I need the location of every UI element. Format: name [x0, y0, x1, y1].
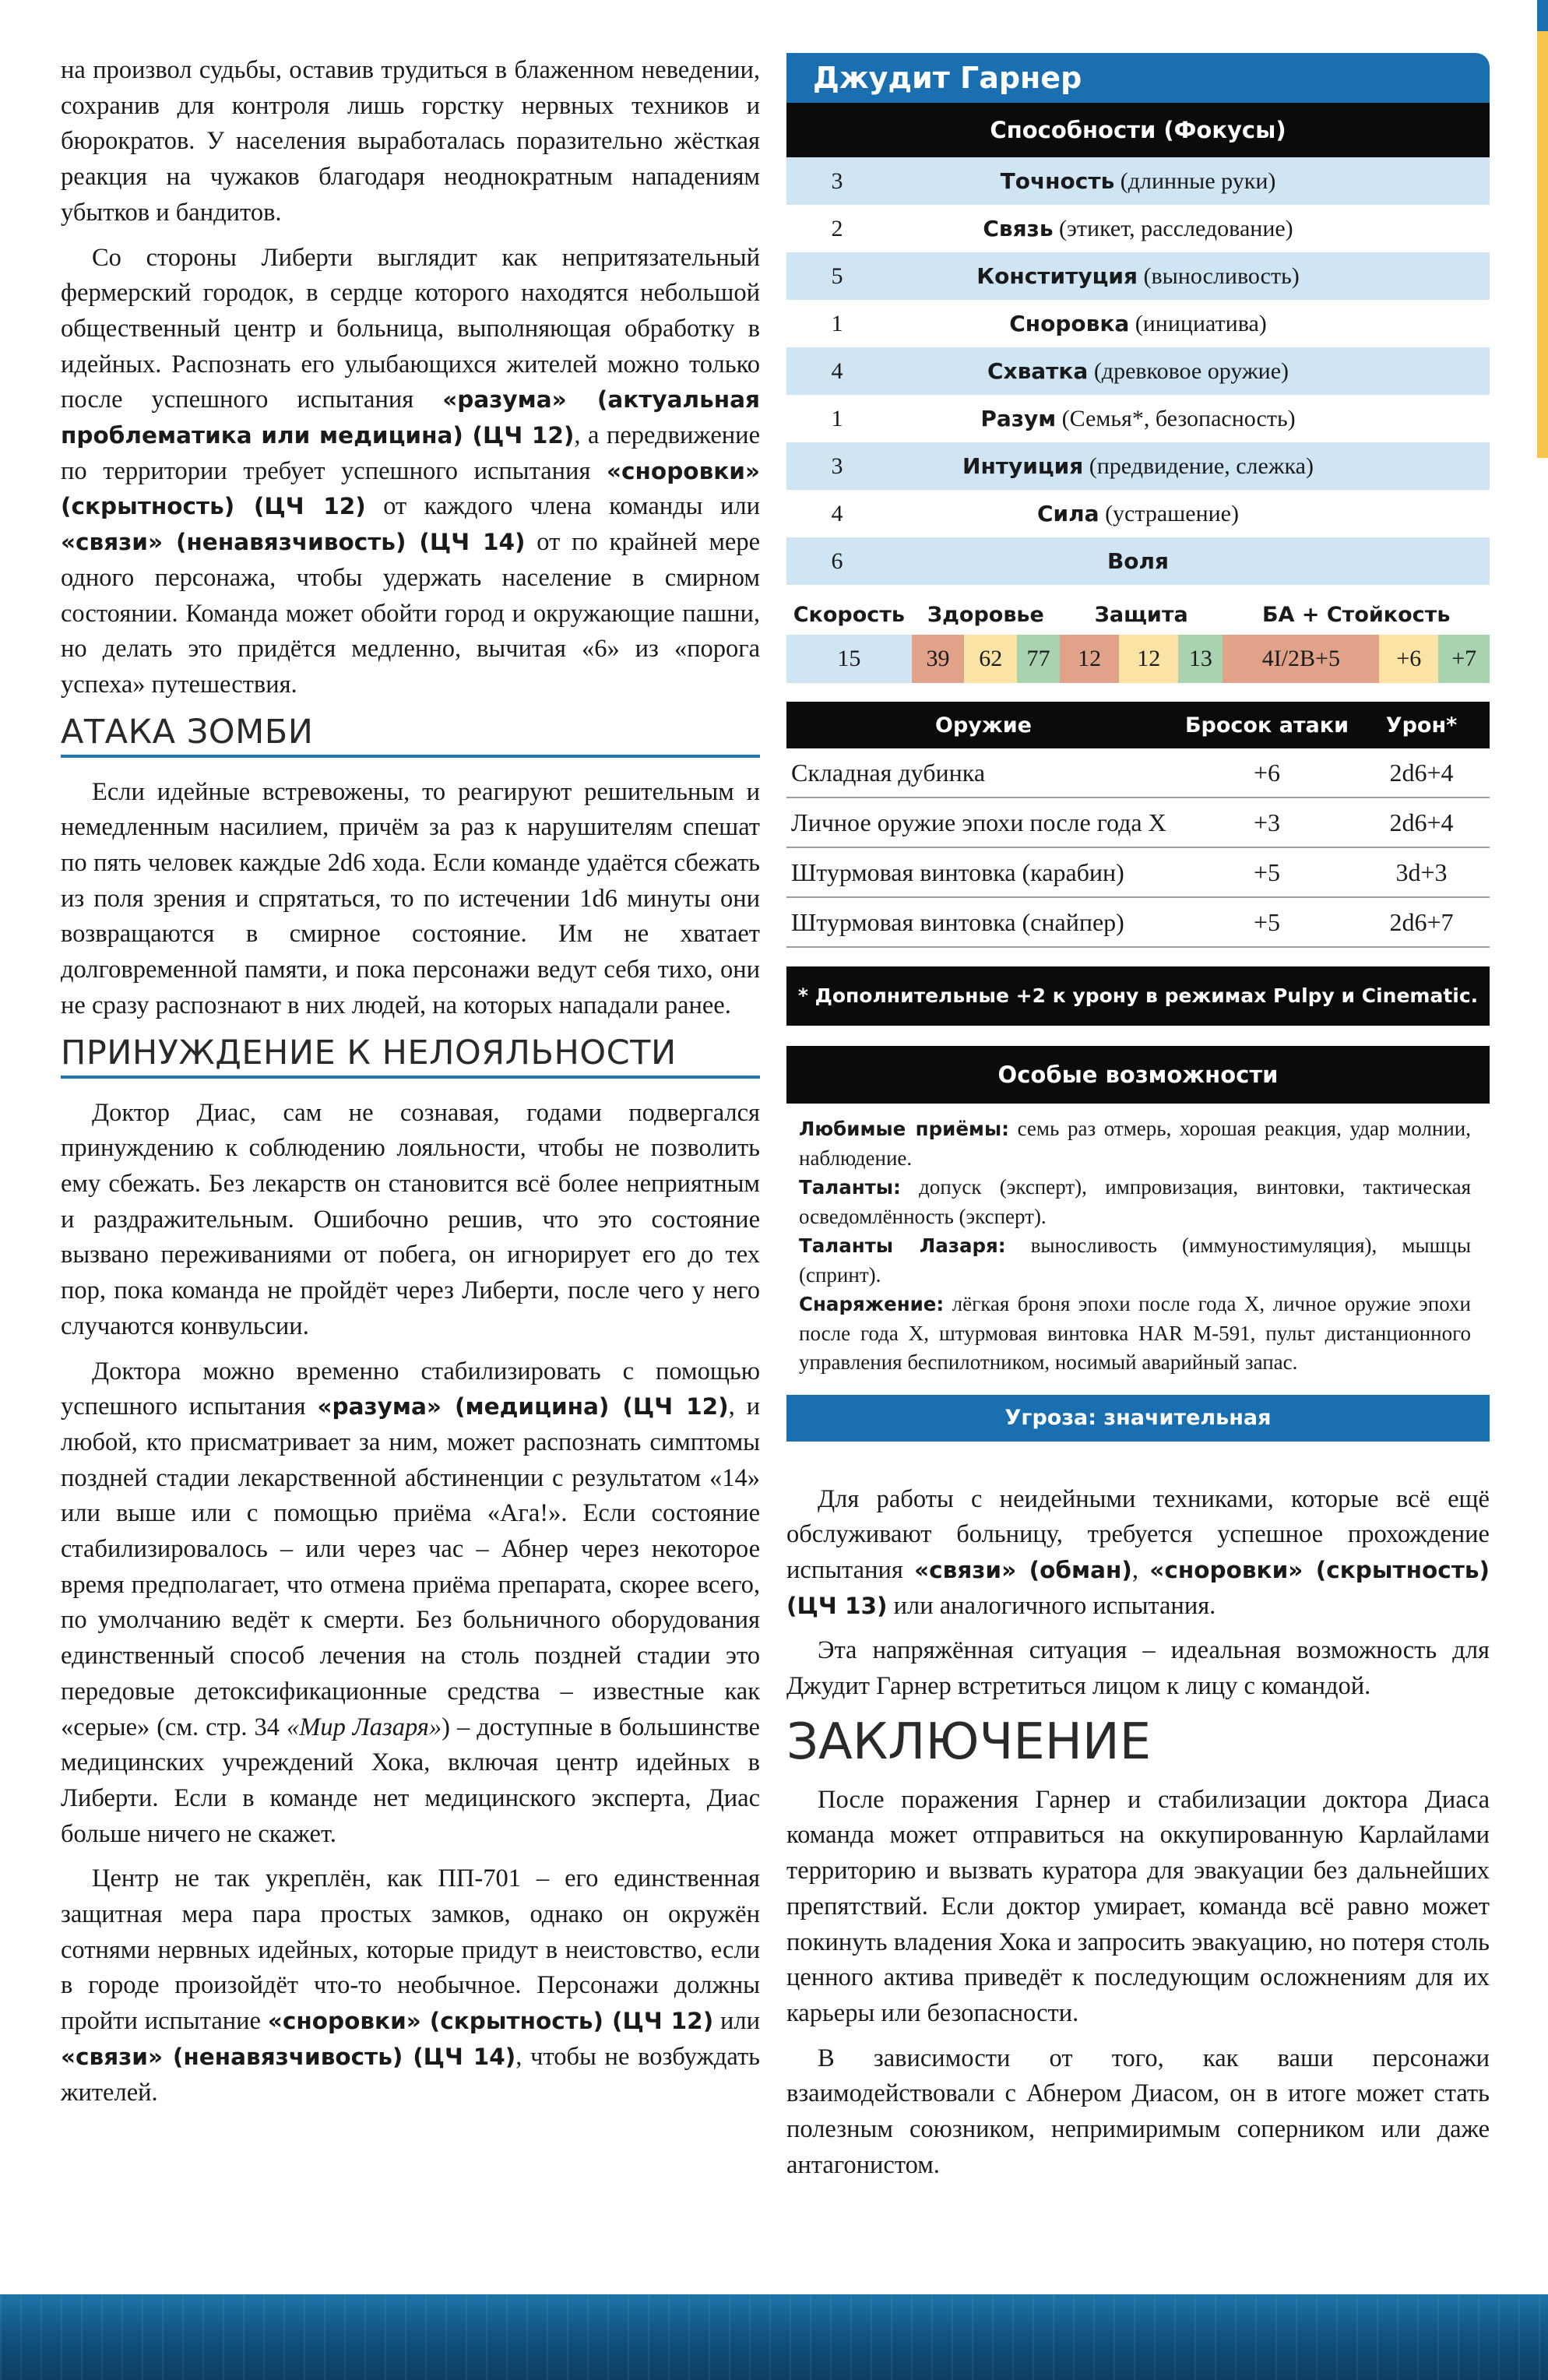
- ability-row: [786, 347, 1490, 395]
- paragraph: Если идейные встревожены, то реагируют решительным и немедленным насилием, причём за раз к нарушителям спешат по пять человек каждые 2d6 хода. Если команде удаётся сбежать из поля зрения и спрятаться, то по истечении 1d6 минуты они возвращаются в смирное состояние. Им не хватает долговременной памяти, и пока персонажи ведут себя тихо, они не сразу распознают в них людей, на которых нападали ранее.: [61, 777, 760, 1019]
- weapon-attack: +6: [1180, 748, 1353, 797]
- ability-name: Точность: [1000, 167, 1115, 194]
- paragraph: Доктора можно временно стабилизировать с помощью успешного испытания «разума» (медицина) (ЦЧ 12), и любой, кто присматривает за ним, может распознать симптомы поздней стадии лекарственной абстиненции с результатом «14» или выше или с помощью приёма «Ага!». Если состояние стабилизировалось – или через час – Абнер через некоторое время предполагает, что отмена приёма препарата, скорее всего, по умолчанию ведёт к смерти. Без больничного оборудования единственный способ лечения на столь поздней стадии это передовые детоксификационные средства – известные как «серые» (см. стр. 34 «Мир Лазаря») – доступные в большинстве медицинских учреждений Хока, включая центр идейных в Либерти. Если в команде нет медицинского эксперта, Диас больше ничего не скажет.: [61, 1357, 760, 1848]
- ability-row: [786, 490, 1490, 537]
- defense-value: 13: [1178, 635, 1223, 683]
- defense-header: Защита: [1060, 594, 1223, 635]
- edge-tab-yellow: [1537, 31, 1548, 458]
- page-footer-band: [0, 2294, 1548, 2380]
- ability-value: 1: [786, 395, 888, 442]
- weapon-damage: 2d6+4: [1353, 797, 1490, 847]
- special-abilities: [786, 1104, 1490, 1390]
- paragraph: Центр не так укреплён, как ПП-701 – его единственная защитная мера пара простых замков, однако он окружён сотнями нервных идейных, которые придут в неистовство, если в городе произойдёт что-то необычное. Персонажи должны пройти испытание «сноровки» (скрытность) (ЦЧ 12) или «связи» (ненавязчивость) (ЦЧ 14), чтобы не возбуждать жителей.: [61, 1864, 760, 2107]
- weapon-name: Личное оружие эпохи после года Х: [786, 797, 1180, 847]
- stats-table: [786, 594, 1490, 683]
- ability-focus: (Семья*, безопасность): [1056, 405, 1296, 431]
- ability-name: Разум: [980, 405, 1057, 431]
- weapon-row: [786, 847, 1490, 897]
- right-column: [786, 53, 1490, 2192]
- ability-row: [786, 205, 1490, 252]
- special-text: допуск (эксперт), импровизация, винтовки, тактическая осведомлённость (эксперт).: [799, 1175, 1471, 1228]
- edge-tab-blue: [1537, 0, 1548, 31]
- footer-pattern: [0, 2294, 1548, 2380]
- defense-value: 12: [1119, 635, 1178, 683]
- ability-name-cell: [888, 300, 1490, 347]
- special-entry: [799, 1173, 1471, 1231]
- ability-focus: (инициатива): [1129, 310, 1267, 336]
- ability-row: [786, 157, 1490, 205]
- speed-value: 15: [786, 635, 912, 683]
- weapon-row: [786, 897, 1490, 947]
- weapon-attack: +3: [1180, 797, 1353, 847]
- attack-col-header: Бросок атаки: [1180, 702, 1353, 748]
- paragraph: Доктор Диас, сам не сознавая, годами подвергался принуждению к соблюдению лояльности, чтобы не позволить ему сбежать. Без лекарств он становится всё более неприятным и раздражительным. Ошибочно решив, что это состояние вызвано переживаниями от побега, он игнорирует его до тех пор, пока команда не пройдёт через Либерти, после чего у него случаются конвульсии.: [61, 1098, 760, 1340]
- special-entry: [799, 1290, 1471, 1378]
- ba-value: 4I/2B+5: [1223, 635, 1379, 683]
- section-heading-zombie: АТАКА ЗОМБИ: [61, 713, 760, 758]
- ability-focus: (древковое оружие): [1088, 357, 1289, 384]
- weapon-damage: 3d+3: [1353, 847, 1490, 897]
- ability-value: 4: [786, 490, 888, 537]
- weapon-attack: +5: [1180, 847, 1353, 897]
- speed-header: Скорость: [786, 594, 912, 635]
- ability-name-cell: [888, 157, 1490, 205]
- health-value: 77: [1017, 635, 1060, 683]
- ability-focus: (этикет, расследование): [1053, 215, 1293, 241]
- ability-name: Сила: [1036, 500, 1099, 526]
- ability-focus: (устрашение): [1099, 500, 1239, 526]
- special-text: лёгкая броня эпохи после года Х, личное оружие эпохи после года Х, штурмовая винтовка HAR M-591, пульт дистанционного управления беспилотником, носимый аварийный запас.: [799, 1292, 1471, 1374]
- ability-focus: (длинные руки): [1114, 167, 1276, 194]
- special-entry: [799, 1231, 1471, 1290]
- special-label: Таланты Лазаря:: [799, 1234, 1006, 1257]
- paragraph: После поражения Гарнер и стабилизации доктора Диаса команда может отправиться на оккупированную Карлайлами территорию и вызвать куратора для эвакуации без дальнейших препятствий. Если доктор умирает, команда всё равно может покинуть владения Хока и запросить эвакуацию, но потеря столь ценного актива приведёт к последующим осложнениям для их карьеры или безопасности.: [786, 1785, 1490, 2027]
- ability-value: 3: [786, 157, 888, 205]
- weapon-name: Штурмовая винтовка (карабин): [786, 847, 1180, 897]
- ability-value: 3: [786, 442, 888, 490]
- ability-name: Схватка: [987, 357, 1089, 384]
- threat-level: Угроза: значительная: [786, 1395, 1490, 1442]
- health-value: 62: [964, 635, 1017, 683]
- ability-value: 1: [786, 300, 888, 347]
- toughness-value: +6: [1379, 635, 1438, 683]
- stats-block: [786, 594, 1490, 683]
- weapon-row: [786, 748, 1490, 797]
- damage-col-header: Урон*: [1353, 702, 1490, 748]
- defense-value: 12: [1060, 635, 1119, 683]
- ability-row: [786, 300, 1490, 347]
- ability-value: 5: [786, 252, 888, 300]
- abilities-header: Способности (Фокусы): [786, 103, 1490, 157]
- ability-row: [786, 252, 1490, 300]
- weapon-row: [786, 797, 1490, 847]
- abilities-table: [786, 157, 1490, 585]
- section-heading-coercion: ПРИНУЖДЕНИЕ К НЕЛОЯЛЬНОСТИ: [61, 1033, 760, 1079]
- ability-value: 6: [786, 537, 888, 585]
- special-label: Снаряжение:: [799, 1293, 945, 1315]
- section-heading-conclusion: ЗАКЛЮЧЕНИЕ: [786, 1713, 1152, 1771]
- toughness-value: +7: [1438, 635, 1490, 683]
- weapon-col-header: Оружие: [786, 702, 1180, 748]
- ability-name-cell: [888, 205, 1490, 252]
- ability-row: [786, 442, 1490, 490]
- ability-focus: (выносливость): [1137, 262, 1300, 289]
- ability-name-cell: [888, 490, 1490, 537]
- paragraph: Для работы с неидейными техниками, которые всё ещё обслуживают больницу, требуется успешное прохождение испытания «связи» (обман), «сноровки» (скрытность) (ЦЧ 13) или аналогичного испытания.: [786, 1484, 1490, 1620]
- paragraph: В зависимости от того, как ваши персонажи взаимодействовали с Абнером Диасом, он в итоге может стать полезным союзником, непримиримым соперником или даже антагонистом.: [786, 2044, 1490, 2179]
- ba-header: БА + Стойкость: [1223, 594, 1490, 635]
- special-label: Любимые приёмы:: [799, 1118, 1009, 1140]
- ability-name-cell: [888, 537, 1490, 585]
- ability-name: Интуиция: [962, 452, 1084, 479]
- weapon-attack: +5: [1180, 897, 1353, 947]
- ability-value: 2: [786, 205, 888, 252]
- ability-name: Воля: [1106, 547, 1170, 574]
- weapon-name: Штурмовая винтовка (снайпер): [786, 897, 1180, 947]
- special-text: семь раз отмерь, хорошая реакция, удар молнии, наблюдение.: [799, 1117, 1471, 1170]
- ability-row: [786, 395, 1490, 442]
- special-entry: [799, 1114, 1471, 1173]
- special-header: Особые возможности: [786, 1046, 1490, 1104]
- paragraph: Со стороны Либерти выглядит как непритязательный фермерский городок, в сердце которого находятся небольшой общественный центр и больница, выполняющая обработку в идейных. Распознать его улыбающихся жителей можно только после успешного испытания «разума» (актуальная проблематика или медицина) (ЦЧ 12), а передвижение по территории требует успешного испытания «сноровки» (скрытность) (ЦЧ 12) от каждого члена команды или «связи» (ненавязчивость) (ЦЧ 14) от по крайней мере одного персонажа, чтобы удержать население в смирном состоянии. Команда может обойти город и окружающие пашни, но делать это придётся медленно, вычитая «6» из «порога успеха» путешествия.: [61, 243, 760, 699]
- paragraph: на произвол судьбы, оставив трудиться в блаженном неведении, сохранив для контроля лишь горстку нервных техников и бюрократов. У населения выработалась поразительно жёсткая реакция на чужаков благодаря неоднократным нападениям убытков и бандитов.: [61, 56, 760, 227]
- ability-name: Связь: [983, 215, 1054, 241]
- weapon-name: Складная дубинка: [786, 748, 1180, 797]
- weapon-damage: 2d6+7: [1353, 897, 1490, 947]
- health-value: 39: [912, 635, 965, 683]
- special-text: выносливость (иммуностимуляция), мышцы (спринт).: [799, 1234, 1471, 1287]
- ability-name-cell: [888, 395, 1490, 442]
- stat-block-title: Джудит Гарнер: [786, 53, 1490, 103]
- ability-name: Конституция: [976, 262, 1138, 289]
- ability-value: 4: [786, 347, 888, 395]
- paragraph: Эта напряжённая ситуация – идеальная возможность для Джудит Гарнер встретиться лицом к лицу с командой.: [786, 1636, 1490, 1701]
- ability-name-cell: [888, 347, 1490, 395]
- ability-name-cell: [888, 442, 1490, 490]
- ability-focus: (предвидение, слежка): [1083, 452, 1314, 479]
- ability-name: Сноровка: [1009, 310, 1130, 336]
- ability-name-cell: [888, 252, 1490, 300]
- ability-row: [786, 537, 1490, 585]
- health-header: Здоровье: [912, 594, 1060, 635]
- left-column: [61, 53, 760, 2120]
- weapons-table: [786, 702, 1490, 948]
- damage-footnote: * Дополнительные +2 к урону в режимах Pulpy и Cinematic.: [786, 966, 1490, 1026]
- special-label: Таланты:: [799, 1176, 901, 1199]
- weapon-damage: 2d6+4: [1353, 748, 1490, 797]
